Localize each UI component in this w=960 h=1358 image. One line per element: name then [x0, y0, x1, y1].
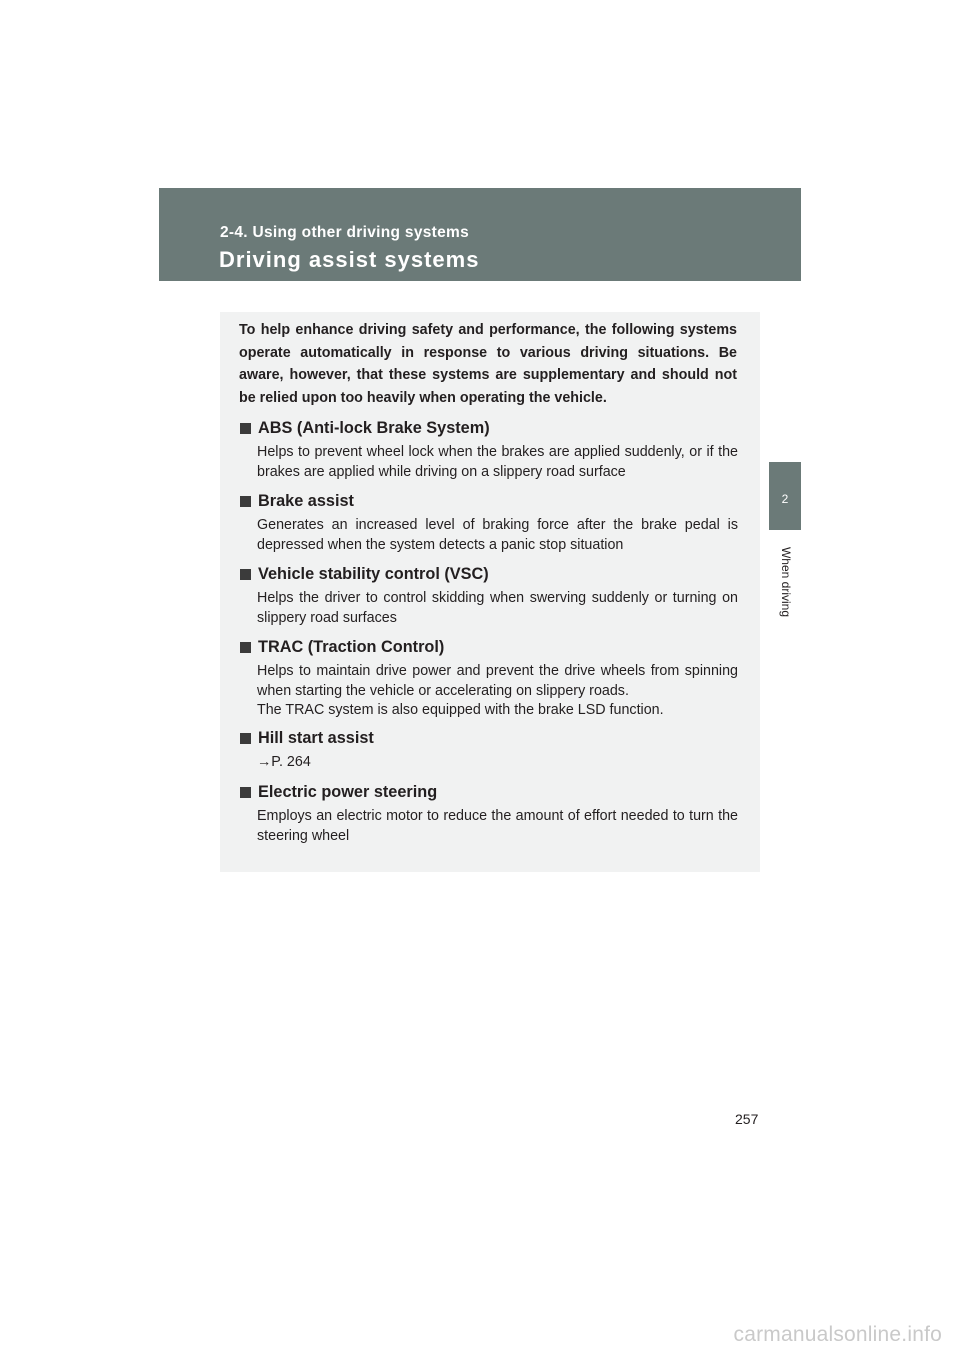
item-heading	[239, 491, 738, 511]
item-body	[257, 662, 738, 721]
item-hill-start-assist	[239, 728, 738, 773]
item-brake-assist	[239, 491, 738, 555]
square-bullet-icon	[240, 642, 251, 653]
item-heading	[239, 782, 738, 802]
item-body	[257, 516, 738, 555]
item-heading	[239, 418, 738, 438]
item-body	[257, 443, 738, 482]
page-number: 257	[735, 1111, 759, 1127]
item-abs	[239, 418, 738, 482]
item-trac	[239, 637, 738, 721]
item-body	[257, 589, 738, 628]
item-body-text: The TRAC system is also equipped with the brake LSD function.	[257, 702, 664, 719]
item-heading	[239, 637, 738, 657]
intro-text: To help enhance driving safety and performance, the following systems operate automatically in response to various driving situations. Be aware, however, that these systems are supplementary and should not be relied upon too heavily when operating the vehicle.	[239, 322, 737, 406]
page-title: Driving assist systems	[219, 247, 480, 272]
item-body-text: Helps to prevent wheel lock when the brakes are applied suddenly, or if the brakes are applied while driving on a slippery road surface	[257, 444, 738, 480]
watermark: carmanualsonline.info	[733, 1323, 942, 1346]
item-heading-text: Electric power steering	[258, 783, 438, 801]
item-heading-text: TRAC (Traction Control)	[258, 638, 445, 656]
item-body	[257, 753, 738, 773]
square-bullet-icon	[240, 733, 251, 744]
square-bullet-icon	[240, 569, 251, 580]
item-body-text: Employs an electric motor to reduce the amount of effort needed to turn the steering wheel	[257, 808, 738, 844]
square-bullet-icon	[240, 496, 251, 507]
chapter-label: When driving	[779, 546, 793, 618]
item-heading-text: Brake assist	[258, 492, 354, 510]
item-body	[257, 807, 738, 846]
item-vsc	[239, 564, 738, 628]
item-body-text: Helps to maintain drive power and prevent the drive wheels from spinning when starting the vehicle or accelerating on slippery roads.	[257, 663, 738, 699]
item-heading	[239, 728, 738, 748]
chapter-number: 2	[781, 492, 789, 506]
content-box	[220, 312, 760, 872]
item-body-text: Helps the driver to control skidding when swerving suddenly or turning on slippery road surfaces	[257, 590, 738, 626]
item-heading-text: ABS (Anti-lock Brake System)	[258, 419, 490, 437]
item-heading-text: Vehicle stability control (VSC)	[258, 565, 489, 583]
item-heading-text: Hill start assist	[258, 729, 374, 747]
square-bullet-icon	[240, 787, 251, 798]
item-electric-power-steering	[239, 782, 738, 846]
section-label: 2-4. Using other driving systems	[220, 224, 470, 241]
chapter-tab[interactable]	[769, 462, 801, 530]
item-heading	[239, 564, 738, 584]
header-band	[159, 188, 801, 281]
square-bullet-icon	[240, 423, 251, 434]
page-reference-link[interactable]: →P. 264	[257, 754, 311, 770]
item-body-text: Generates an increased level of braking force after the brake pedal is depressed when the system detects a panic stop situation	[257, 517, 738, 553]
